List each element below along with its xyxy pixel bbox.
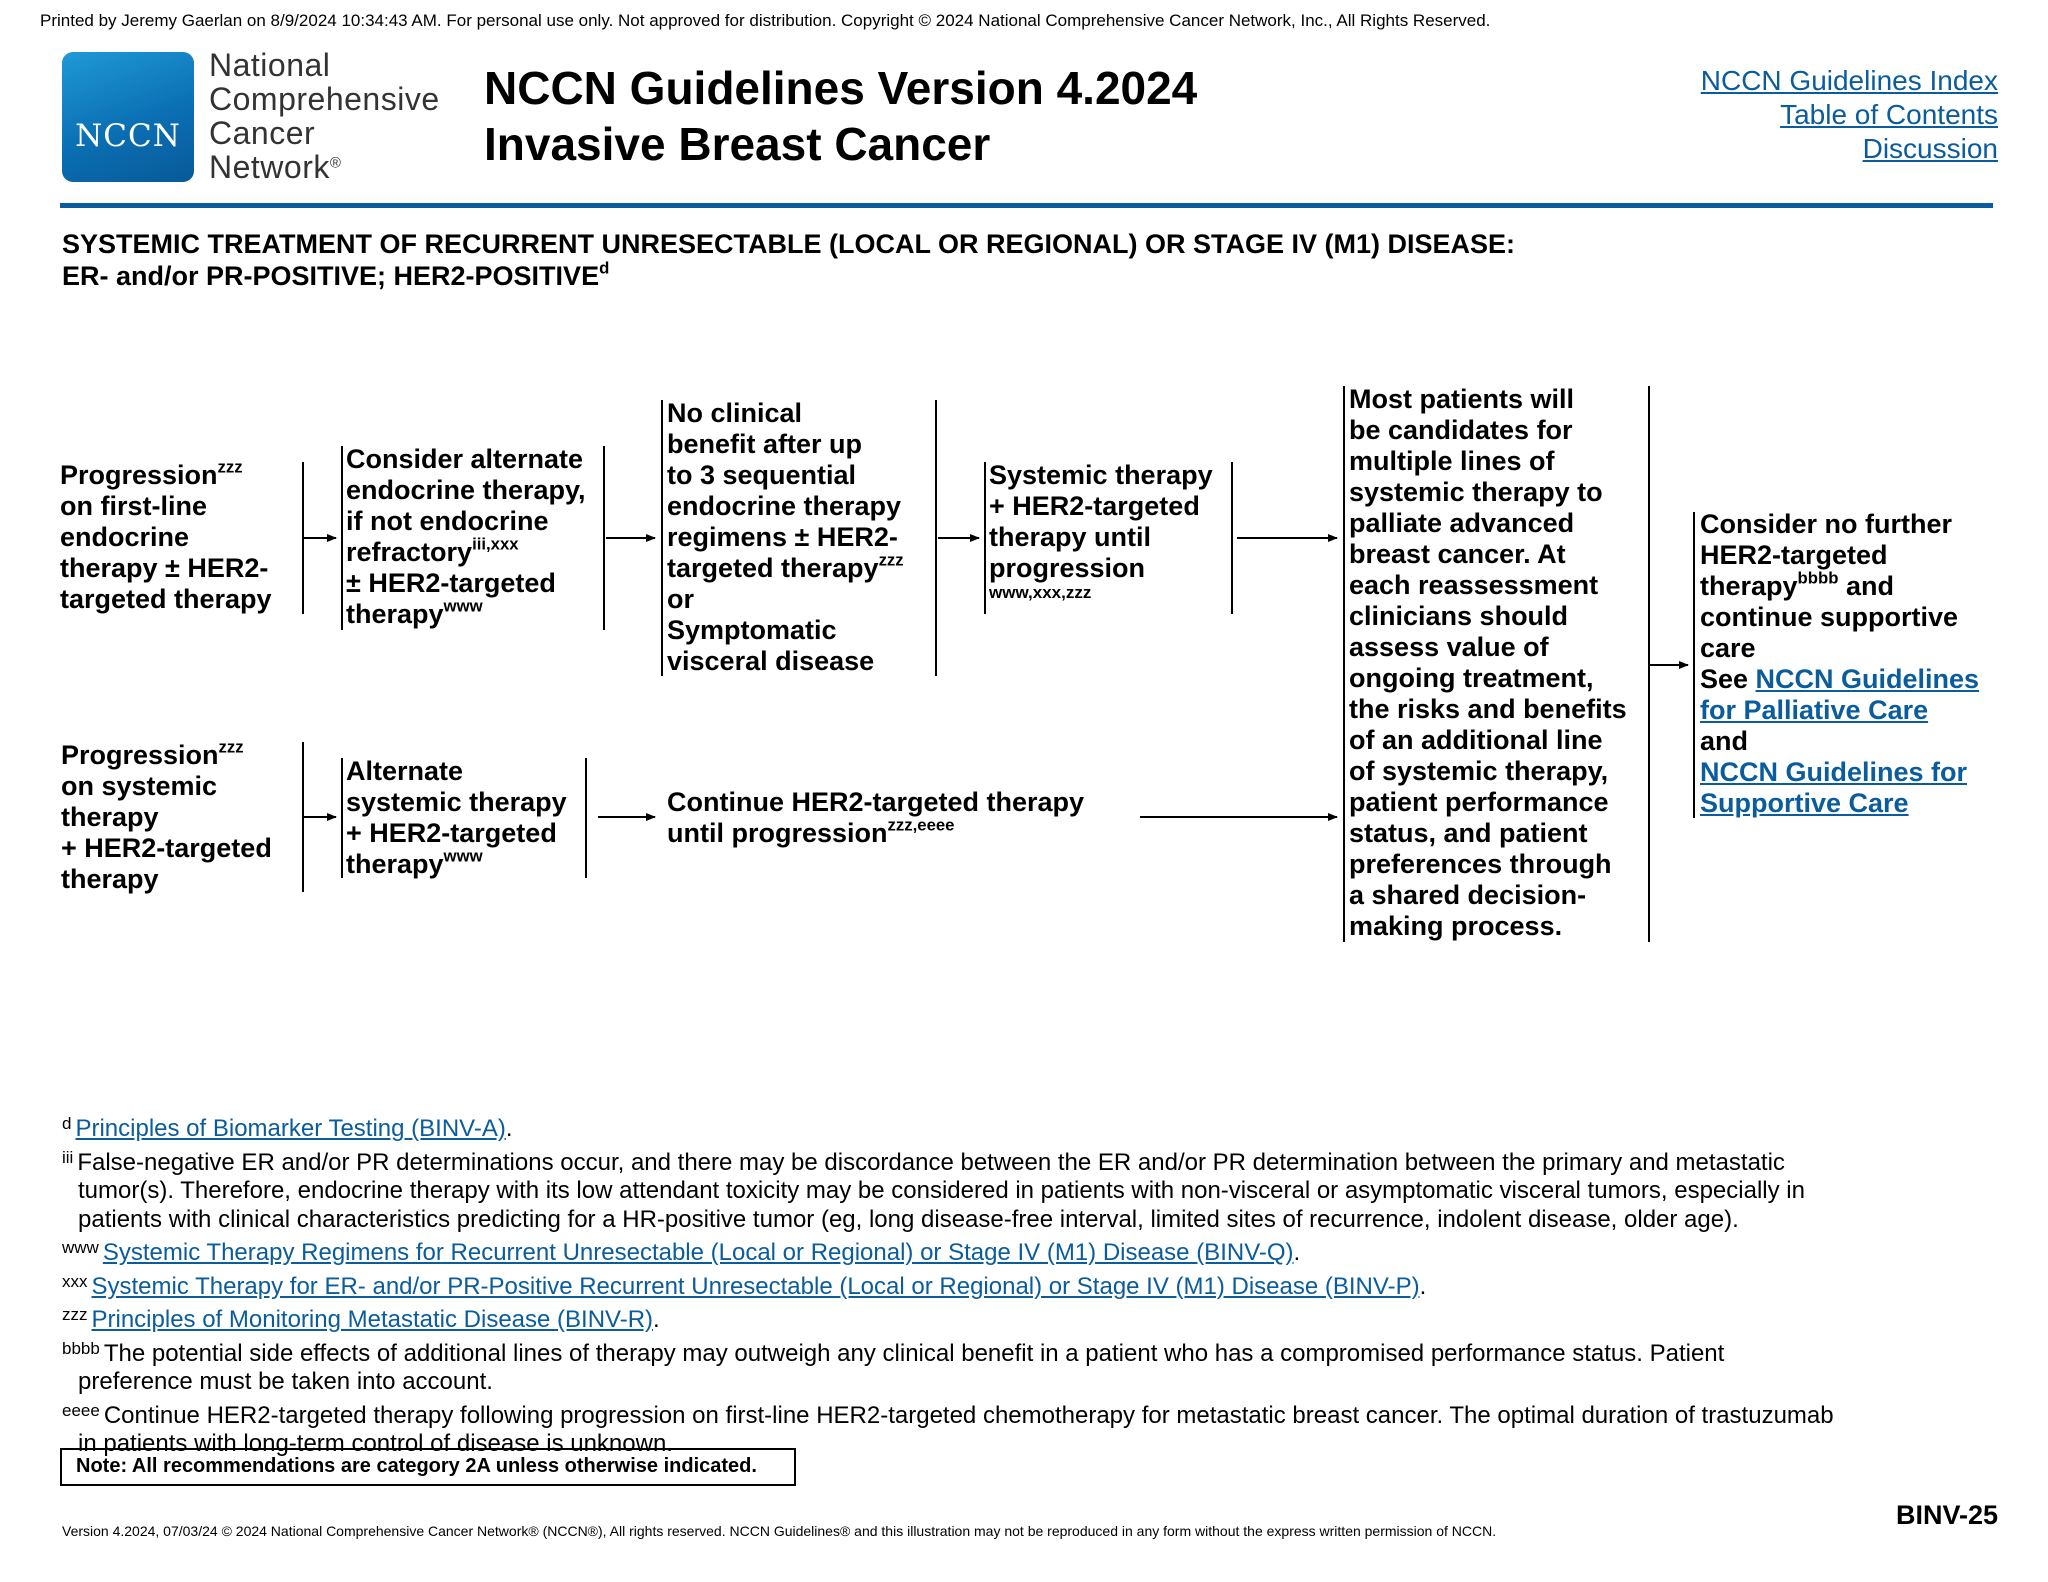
guidelines-index-link[interactable]: NCCN Guidelines Index <box>1700 65 1998 96</box>
logo-text: NCCN <box>75 118 181 154</box>
footnote-iii-cont: tumor(s). Therefore, endocrine therapy with its low attendant toxicity may be considered in patients with non-visceral or asymptomatic visceral tumors, especially in <box>78 1177 1805 1204</box>
node-no-clinical-benefit: No clinical benefit after up to 3 sequential endocrine therapy regimens ± HER2- targeted therapy$^{zzz}$ or Symptomatic visceral disease <box>667 398 904 676</box>
guideline-topic-title: Invasive Breast Cancer <box>484 118 991 170</box>
footnote-xxx: $^{xxx}$ Systemic Therapy for ER- and/or PR-Positive Recurrent Unresectable (Local or Regional) or Stage IV (M1) Disease (BINV-P). <box>62 1271 1427 1300</box>
org-name-line: Cancer <box>209 115 316 151</box>
node-no-further-therapy: Consider no further HER2-targeted therapy$^{bbbb}$ and continue supportive care See NCCN Guidelines for Palliative Care and NCCN Guidelines for Supportive Care <box>1700 509 1980 818</box>
footnote-iii: $^{iii}$ False-negative ER and/or PR determinations occur, and there may be discordance between the ER and/or PR determination between the primary and metastatic <box>62 1147 1785 1176</box>
footnote-zzz: $^{zzz}$ Principles of Monitoring Metastatic Disease (BINV-R). <box>62 1305 660 1333</box>
footnote-bbbb: $^{bbbb}$ The potential side effects of additional lines of therapy may outweigh any clinical benefit in a patient who has a compromised performance status. Patient <box>62 1338 1725 1367</box>
node-shared-decision-making: Most patients will be candidates for multiple lines of systemic therapy to palliate advanced breast cancer. At each reassessment clinicians should assess value of ongoing treatment, the risks and benefits of an additional line of systemic therapy, patient performance status, and patient preferences through a shared decision- making process. <box>1349 384 1627 941</box>
footnote-ref: d <box>599 258 610 278</box>
er-pr-positive-therapy-link[interactable]: Systemic Therapy for ER- and/or PR-Positive Recurrent Unresectable (Local or Regional) or Stage IV (M1) Disease (BINV-P) <box>91 1272 1420 1300</box>
node-systemic-her2-therapy: Systemic therapy + HER2-targeted therapy until progression www,xxx,zzz <box>989 460 1213 602</box>
node-progression-systemic: Progression$^{zzz}$ on systemic therapy + HER2-targeted therapy <box>61 737 272 894</box>
org-name-line: Comprehensive <box>209 81 440 117</box>
footnote-eeee-cont: in patients with long-term control of disease is unknown. <box>78 1430 673 1457</box>
heading-line-2: ER- and/or PR-POSITIVE; HER2-POSITIVE$^d$ <box>62 258 610 291</box>
footnotes <box>62 1110 2002 1459</box>
footnote-iii-cont: patients with clinical characteristics predicting for a HR-positive tumor (eg, long disease-free interval, limited sites of recurrence, indolent disease, older age). <box>78 1205 1739 1233</box>
supportive-care-link[interactable]: NCCN Guidelines for <box>1700 757 1968 787</box>
guideline-version-title: NCCN Guidelines Version 4.2024 <box>484 62 1198 114</box>
heading-line-1: SYSTEMIC TREATMENT OF RECURRENT UNRESECTABLE (LOCAL OR REGIONAL) OR STAGE IV (M1) DISEASE: <box>62 229 1516 259</box>
footnote-bbbb-cont: preference must be taken into account. <box>78 1368 493 1395</box>
node-progression-first-line: Progression$^{zzz}$ on first-line endocrine therapy ± HER2- targeted therapy <box>60 457 272 614</box>
supportive-care-link-cont[interactable]: Supportive Care <box>1700 788 1909 818</box>
discussion-link[interactable]: Discussion <box>1862 133 1998 164</box>
palliative-care-link-cont[interactable]: for Palliative Care <box>1700 695 1929 725</box>
org-name-line: Network® <box>209 149 342 185</box>
node-continue-her2-therapy: Continue HER2-targeted therapy until progression$^{zzz,eeee}$ <box>667 787 1085 848</box>
org-name-line: National <box>209 47 331 83</box>
palliative-care-link[interactable]: NCCN Guidelines <box>1755 664 1980 694</box>
registered-mark: ® <box>329 154 342 172</box>
node-alternate-endocrine-therapy: Consider alternate endocrine therapy, if not endocrine refractory$^{iii,xxx}$ ± HER2-targeted therapy$^{www}$ <box>346 444 586 629</box>
node-alternate-systemic-therapy: Alternate systemic therapy + HER2-targeted therapy$^{www}$ <box>346 756 567 879</box>
footnote-eeee: $^{eeee}$ Continue HER2-targeted therapy following progression on first-line HER2-targeted chemotherapy for metastatic breast cancer. The optimal duration of trastuzumab <box>62 1400 1834 1429</box>
systemic-regimens-link[interactable]: Systemic Therapy Regimens for Recurrent Unresectable (Local or Regional) or Stage IV (M1) Disease (BINV-Q) <box>102 1239 1294 1266</box>
footnote-d: $^d$ Principles of Biomarker Testing (BINV-A). <box>62 1114 513 1142</box>
biomarker-testing-link[interactable]: Principles of Biomarker Testing (BINV-A) <box>75 1115 506 1142</box>
footnote-www: $^{www}$ Systemic Therapy Regimens for Recurrent Unresectable (Local or Regional) or Stage IV (M1) Disease (BINV-Q). <box>62 1238 1301 1266</box>
print-notice: Printed by Jeremy Gaerlan on 8/9/2024 10:34:43 AM. For personal use only. Not approved for distribution. Copyright © 2024 National Comprehensive Cancer Network, Inc., All Rights Reserved. <box>40 11 1491 30</box>
monitoring-metastatic-link[interactable]: Principles of Monitoring Metastatic Disease (BINV-R) <box>91 1306 654 1333</box>
page-code: BINV-25 <box>1895 1500 1998 1530</box>
category-note: Note: All recommendations are category 2A unless otherwise indicated. <box>60 1448 796 1486</box>
version-copyright: Version 4.2024, 07/03/24 © 2024 National Comprehensive Cancer Network® (NCCN®), All rights reserved. NCCN Guidelines® and this illustration may not be reproduced in any form without the express written permission of NCCN. <box>62 1523 1497 1539</box>
table-of-contents-link[interactable]: Table of Contents <box>1780 99 1998 130</box>
